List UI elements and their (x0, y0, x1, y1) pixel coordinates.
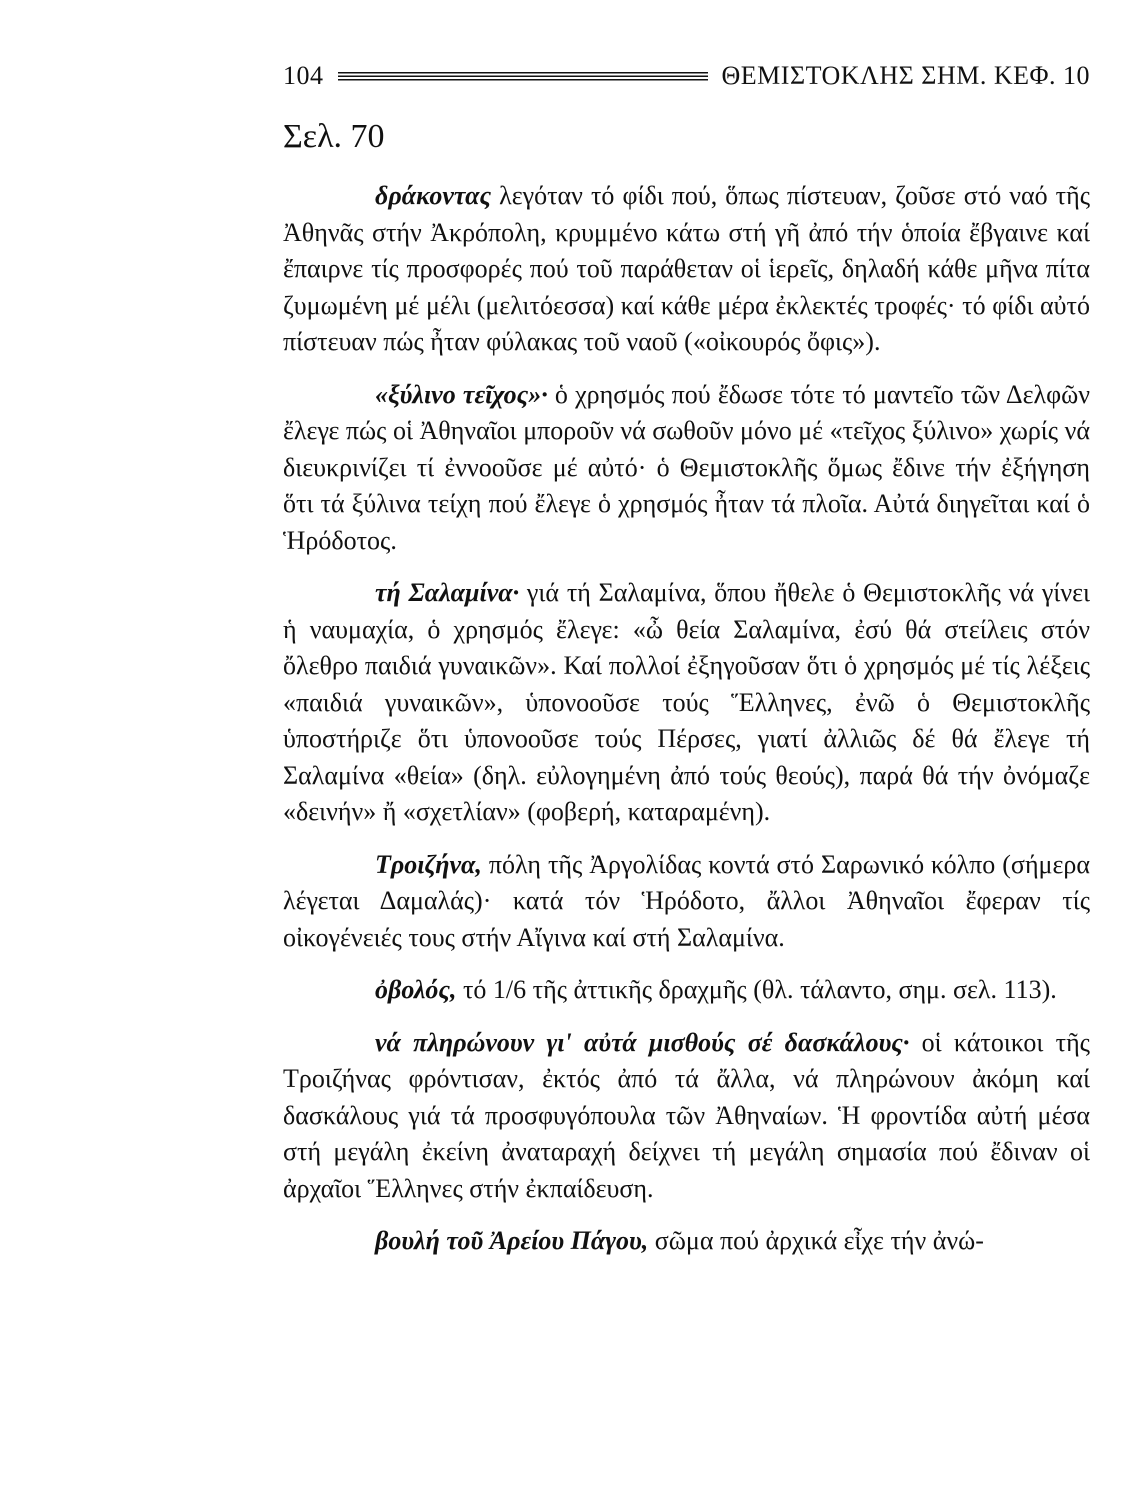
entry-term: δράκοντας (375, 181, 492, 210)
entry-term: «ξύλινο τεῖχος»· (375, 379, 548, 409)
entry-term: νά πληρώνουν γι' αὐτά μισθούς σέ δασκάλους· (375, 1027, 910, 1057)
entry-term: ὀβολός, (375, 975, 457, 1004)
entry-term: βουλή τοῦ Ἀρείου Πάγου, (375, 1226, 649, 1255)
entry-term: τή Σαλαμίνα· (375, 578, 520, 607)
glossary-entry (283, 1025, 1090, 1208)
glossary-entry (283, 575, 1090, 831)
running-title: ΘΕΜΙΣΤΟΚΛΗΣ ΣΗΜ. ΚΕΦ. 10 (721, 61, 1090, 90)
glossary-entry (283, 847, 1090, 957)
glossary-entry (283, 1223, 1090, 1260)
entry-text: ὁ χρησμός πού ἔδωσε τότε τό μαντεῖο τῶν Δελφῶν ἔλεγε πώς οἱ Ἀθηναῖοι μποροῦν νά σωθοῦν μόνο μέ «τεῖχος ξύλινο» χωρίς νά διευκρινίζει τί ἐννοοῦσε μέ αὐτό· ὁ Θεμιστοκλῆς ὅμως ἔδινε τήν ἐξήγηση ὅτι τά ξύλινα τείχη πού ἔλεγε ὁ χρησμός ἦταν τά πλοῖα. Αὐτά διηγεῖται καί ὁ Ἡρόδοτος. (283, 379, 1090, 555)
entry-text: πόλη τῆς Ἀργολίδας κοντά στό Σαρωνικό κόλπο (σήμερα λέγεται Δαμαλάς)· κατά τόν Ἡρόδοτο, ἄλλοι Ἀθηναῖοι ἔφεραν τίς οἰκογένειές τους στήν Αἴγινα καί στή Σαλαμίνα. (283, 849, 1090, 952)
glossary-body (283, 178, 1090, 1276)
entry-text: λεγόταν τό φίδι πού, ὅπως πίστευαν, ζοῦσε στό ναό τῆς Ἀθηνᾶς στήν Ἀκρόπολη, κρυμμένο κάτω στή γῆ ἀπό τήν ὁποία ἔβγαινε καί ἔπαιρνε τίς προσφορές πού τοῦ παράθεταν οἱ ἱερεῖς, δηλαδή κάθε μῆνα πίτα ζυμωμένη μέ μέλι (μελιτόεσσα) καί κάθε μέρα ἐκλεκτές τροφές· τό φίδι αὐτό πίστευαν πώς ἦταν φύλακας τοῦ ναοῦ («οἰκουρός ὄφις»). (283, 181, 1090, 356)
header-rule (338, 72, 708, 81)
entry-term: Τροιζήνα, (375, 849, 482, 879)
page-reference: Σελ. 70 (283, 118, 385, 155)
glossary-entry (283, 972, 1090, 1009)
glossary-entry (283, 178, 1090, 361)
entry-text: τό 1/6 τῆς ἀττικῆς δραχμῆς (θλ. τάλαντο, σημ. σελ. 113). (456, 975, 1057, 1004)
entry-text: σῶμα πού ἀρχικά εἶχε τήν ἀνώ- (648, 1226, 984, 1255)
glossary-entry (283, 377, 1090, 560)
entry-text: γιά τή Σαλαμίνα, ὅπου ἤθελε ὁ Θεμιστοκλῆς νά γίνει ἡ ναυμαχία, ὁ χρησμός ἔλεγε: «ὦ θεία Σαλαμίνα, ἐσύ θά στείλεις στόν ὄλεθρο παιδιά γυναικῶν». Καί πολλοί ἐξηγοῦσαν ὅτι ὁ χρησμός μέ τίς λέξεις «παιδιά γυναικῶν», ὑπονοοῦσε τούς Ἕλληνες, ἐνῶ ὁ Θεμιστοκλῆς ὑποστήριζε ὅτι ὑπονοοῦσε τούς Πέρσες, γιατί ἀλλιῶς δέ θά ἔλεγε τή Σαλαμίνα «θεία» (δηλ. εὐλογημένη ἀπό τούς θεούς), παρά θά τήν ὀνόμαζε «δεινήν» ἤ «σχετλίαν» (φοβερή, καταραμένη). (283, 578, 1090, 826)
running-header (283, 58, 1090, 94)
page-number: 104 (283, 61, 324, 90)
entry-text: οἱ κάτοικοι τῆς Τροιζήνας φρόντισαν, ἐκτός ἀπό τά ἄλλα, νά πληρώνουν ἀκόμη καί δασκάλους γιά τά προσφυγόπουλα τῶν Ἀθηναίων. Ἡ φροντίδα αὐτή μέσα στή μεγάλη ἐκείνη ἀναταραχή δείχνει τή μεγάλη σημασία πού ἔδιναν οἱ ἀρχαῖοι Ἕλληνες στήν ἐκπαίδευση. (283, 1027, 1090, 1203)
